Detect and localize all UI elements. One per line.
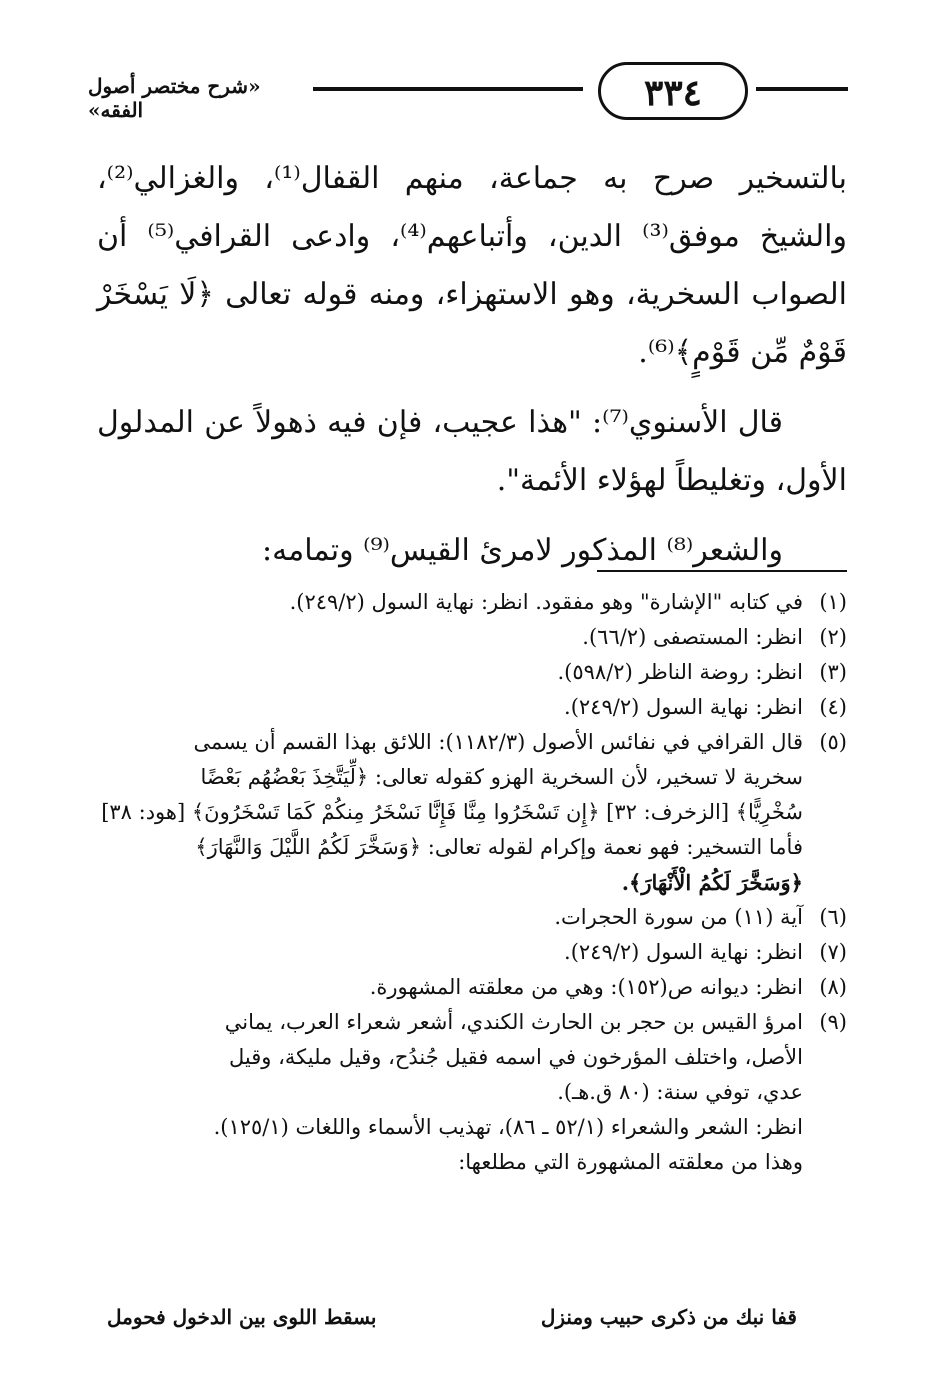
footnote-line: انظر: المستصفى (٦٦/٢). <box>582 625 803 649</box>
main-text <box>97 150 847 580</box>
footnote-5 <box>97 725 847 900</box>
footnote-line: آية (١١) من سورة الحجرات. <box>554 905 803 929</box>
footnote-1 <box>97 585 847 620</box>
header-rule-left <box>313 87 583 91</box>
page-header <box>88 62 848 128</box>
footnote-line: انظر: نهاية السول (٢٤٩/٢). <box>564 940 803 964</box>
poem-hemistich-2: بسقط اللوى بين الدخول فحومل <box>107 1305 377 1329</box>
header-rule-right <box>756 87 848 91</box>
footnote-7 <box>97 935 847 970</box>
footnote-line: انظر: الشعر والشعراء (٥٢/١ ـ ٨٦)، تهذيب الأسماء واللغات (١٢٥/١). <box>213 1115 803 1139</box>
footnote-3 <box>97 655 847 690</box>
footnote-number: (٤) <box>819 695 847 719</box>
footnote-number: (٥) <box>819 730 847 754</box>
footnote-line: ﴿وَسَخَّرَ لَكُمُ الْأَنْهَارَ﴾. <box>621 870 803 895</box>
footnote-number: (٩) <box>819 1010 847 1034</box>
footnote-line: سُخْرِيًّا﴾ [الزخرف: ٣٢] ﴿إِن تَسْخَرُوا مِنَّا فَإِنَّا نَسْخَرُ مِنكُمْ كَمَا تَسْخَرُونَ﴾ [هود: ٣٨] <box>101 800 803 824</box>
footnote-number: (٧) <box>819 940 847 964</box>
poem-hemistich-1: قفا نبك من ذكرى حبيب ومنزل <box>540 1305 797 1329</box>
footnote-8 <box>97 970 847 1005</box>
footnote-number: (٢) <box>819 625 847 649</box>
footnote-line: سخرية لا تسخير، لأن السخرية الهزو كقوله تعالى: ﴿لِّيَتَّخِذَ بَعْضُهُم بَعْضًا <box>200 765 803 789</box>
footnote-9 <box>97 1005 847 1180</box>
footnote-6 <box>97 900 847 935</box>
poem-verse <box>97 1305 847 1341</box>
paragraph-1: بالتسخير صرح به جماعة، منهم القفال⁽¹⁾، والغزالي⁽²⁾، والشيخ موفق⁽³⁾ الدين، وأتباعهم⁽⁴⁾، وادعى القرافي⁽⁵⁾ أن الصواب السخرية، وهو الاستهزاء، ومنه قوله تعالى ﴿لَا يَسْخَرْ قَوْمٌ مِّن قَوْمٍ﴾⁽⁶⁾. <box>97 161 847 370</box>
paragraph-3: والشعر⁽⁸⁾ المذكور لامرئ القيس⁽⁹⁾ وتمامه: <box>261 533 783 568</box>
page-number: ٣٣٤ <box>598 62 748 120</box>
footnote-line: انظر: روضة الناظر (٥٩٨/٢). <box>557 660 803 684</box>
footnote-line: وهذا من معلقته المشهورة التي مطلعها: <box>458 1150 803 1174</box>
paragraph-2: قال الأسنوي⁽⁷⁾: "هذا عجيب، فإن فيه ذهولاً عن المدلول الأول، وتغليطاً لهؤلاء الأئمة". <box>97 405 847 498</box>
running-title: «شرح مختصر أصول الفقه» <box>88 74 261 122</box>
footnote-line: فأما التسخير: فهو نعمة وإكرام لقوله تعالى: ﴿وَسَخَّرَ لَكُمُ اللَّيْلَ وَالنَّهَارَ﴾ <box>195 835 803 859</box>
footnote-number: (٣) <box>819 660 847 684</box>
footnote-4 <box>97 690 847 725</box>
footnote-line: عدي، توفي سنة: (٨٠ ق.هـ). <box>557 1080 803 1104</box>
footnote-separator <box>597 570 847 572</box>
footnote-line: امرؤ القيس بن حجر بن الحارث الكندي، أشعر شعراء العرب، يماني <box>224 1010 803 1034</box>
footnote-line: في كتابه "الإشارة" وهو مفقود. انظر: نهاية السول (٢٤٩/٢). <box>289 590 803 614</box>
footnote-line: انظر: نهاية السول (٢٤٩/٢). <box>564 695 803 719</box>
footnote-number: (٨) <box>819 975 847 999</box>
footnote-number: (٦) <box>819 905 847 929</box>
footnote-2 <box>97 620 847 655</box>
footnotes <box>97 585 847 1180</box>
footnote-line: قال القرافي في نفائس الأصول (١١٨٢/٣): اللائق بهذا القسم أن يسمى <box>193 730 803 754</box>
footnote-line: انظر: ديوانه ص(١٥٢): وهي من معلقته المشهورة. <box>369 975 803 999</box>
footnote-number: (١) <box>819 590 847 614</box>
footnote-line: الأصل، واختلف المؤرخون في اسمه فقيل جُندُح، وقيل مليكة، وقيل <box>229 1045 803 1069</box>
